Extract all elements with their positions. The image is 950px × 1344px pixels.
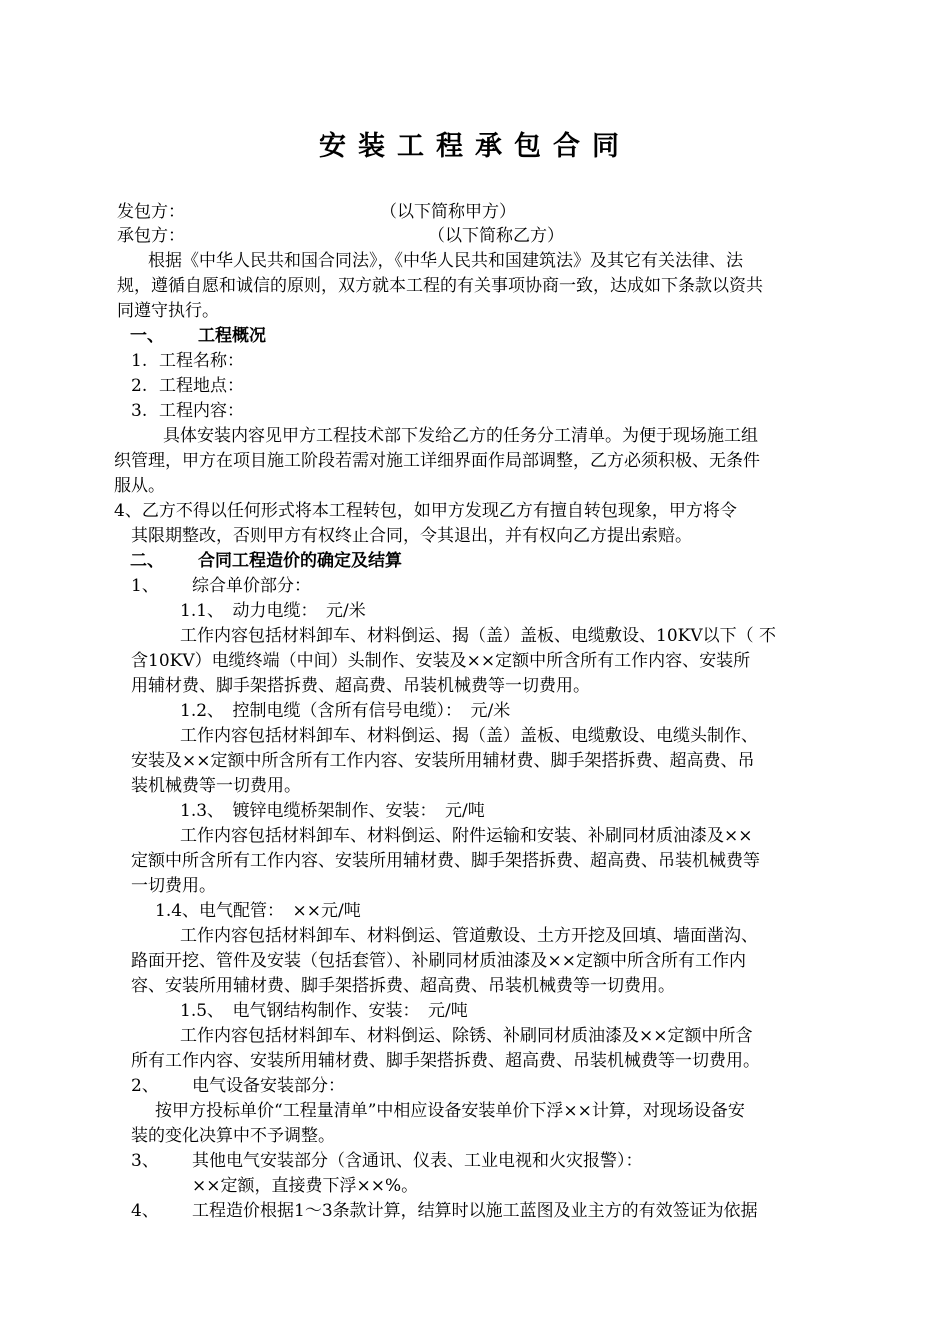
party-a-label: 发包方： bbox=[117, 202, 185, 222]
section-number: 二、 bbox=[130, 551, 164, 571]
subitem-heading: 1.3、 镀锌电缆桥架制作、安装： 元/吨 bbox=[180, 801, 485, 821]
item-number: 2. bbox=[131, 376, 148, 396]
item-text: 工程名称： bbox=[159, 351, 244, 371]
paragraph-line: ××定额，直接费下浮××%。 bbox=[192, 1176, 419, 1196]
subitem-heading: 1.4、电气配管： ××元/吨 bbox=[155, 901, 361, 921]
intro-line: 同遵守执行。 bbox=[117, 301, 219, 321]
item-text: 工程地点： bbox=[159, 376, 244, 396]
paragraph-line: 定额中所含所有工作内容、安装所用辅材费、脚手架搭拆费、超高费、吊装机械费等 bbox=[131, 851, 760, 871]
item-text: 综合单价部分： bbox=[192, 576, 311, 596]
subitem-heading: 1.1、 动力电缆： 元/米 bbox=[180, 601, 366, 621]
item-number: 3. bbox=[131, 401, 148, 421]
party-a-note: （以下简称甲方） bbox=[380, 202, 516, 222]
item-number: 3、 bbox=[131, 1151, 159, 1171]
subitem-heading: 1.2、 控制电缆（含所有信号电缆）： 元/米 bbox=[180, 701, 511, 721]
paragraph-line: 用辅材费、脚手架搭拆费、超高费、吊装机械费等一切费用。 bbox=[131, 676, 590, 696]
item-text: 电气设备安装部分： bbox=[192, 1076, 345, 1096]
paragraph-line: 织管理，甲方在项目施工阶段若需对施工详细界面作局部调整，乙方必须积极、无条件 bbox=[114, 451, 760, 471]
paragraph-line: 其限期整改，否则甲方有权终止合同，令其退出，并有权向乙方提出索赔。 bbox=[131, 526, 692, 546]
paragraph-line: 装的变化决算中不予调整。 bbox=[131, 1126, 335, 1146]
item-number: 2、 bbox=[131, 1076, 159, 1096]
item-number: 1. bbox=[131, 351, 148, 371]
paragraph-line: 安装及××定额中所含所有工作内容、安装所用辅材费、脚手架搭拆费、超高费、吊 bbox=[131, 751, 755, 771]
paragraph-line: 工作内容包括材料卸车、材料倒运、除锈、补刷同材质油漆及××定额中所含 bbox=[180, 1026, 753, 1046]
paragraph-line: 按甲方投标单价“工程量清单”中相应设备安装单价下浮××计算，对现场设备安 bbox=[155, 1101, 745, 1121]
paragraph-line: 容、安装所用辅材费、脚手架搭拆费、超高费、吊装机械费等一切费用。 bbox=[131, 976, 675, 996]
paragraph-line: 工作内容包括材料卸车、材料倒运、管道敷设、土方开挖及回填、墙面凿沟、 bbox=[180, 926, 758, 946]
item-text: 工程内容： bbox=[159, 401, 244, 421]
item-number: 1、 bbox=[131, 576, 159, 596]
paragraph-line: 4、乙方不得以任何形式将本工程转包，如甲方发现乙方有擅自转包现象，甲方将令 bbox=[114, 501, 737, 521]
paragraph-line: 装机械费等一切费用。 bbox=[131, 776, 301, 796]
paragraph-line: 含10KV）电缆终端（中间）头制作、安装及××定额中所含所有工作内容、安装所 bbox=[131, 651, 751, 671]
contract-title: 安装工程承包合同 bbox=[319, 131, 631, 162]
paragraph-line: 一切费用。 bbox=[131, 876, 216, 896]
intro-line: 根据《中华人民共和国合同法》，《中华人民共和国建筑法》及其它有关法律、法 bbox=[148, 251, 743, 271]
paragraph-line: 服从。 bbox=[114, 476, 165, 496]
section-heading: 合同工程造价的确定及结算 bbox=[198, 551, 402, 571]
paragraph-line: 所有工作内容、安装所用辅材费、脚手架搭拆费、超高费、吊装机械费等一切费用。 bbox=[131, 1051, 760, 1071]
paragraph-line: 工作内容包括材料卸车、材料倒运、揭（盖）盖板、电缆敷设、10KV以下（ 不 bbox=[180, 626, 777, 646]
paragraph-line: 工作内容包括材料卸车、材料倒运、附件运输和安装、补刷同材质油漆及×× bbox=[180, 826, 753, 846]
party-b-label: 承包方： bbox=[117, 226, 185, 246]
item-text: 工程造价根据1～3条款计算，结算时以施工蓝图及业主方的有效签证为依据 bbox=[192, 1201, 758, 1221]
item-number: 4、 bbox=[131, 1201, 159, 1221]
paragraph-line: 具体安装内容见甲方工程技术部下发给乙方的任务分工清单。为便于现场施工组 bbox=[163, 426, 758, 446]
paragraph-line: 路面开挖、管件及安装（包括套管）、补刷同材质油漆及××定额中所含所有工作内 bbox=[131, 951, 746, 971]
party-b-note: （以下简称乙方） bbox=[428, 226, 564, 246]
item-text: 其他电气安装部分（含通讯、仪表、工业电视和火灾报警）： bbox=[192, 1151, 643, 1171]
section-number: 一、 bbox=[130, 326, 164, 346]
section-heading: 工程概况 bbox=[198, 326, 266, 346]
paragraph-line: 工作内容包括材料卸车、材料倒运、揭（盖）盖板、电缆敷设、电缆头制作、 bbox=[180, 726, 758, 746]
intro-line: 规，遵循自愿和诚信的原则，双方就本工程的有关事项协商一致，达成如下条款以资共 bbox=[117, 276, 763, 296]
subitem-heading: 1.5、 电气钢结构制作、安装： 元/吨 bbox=[180, 1001, 468, 1021]
